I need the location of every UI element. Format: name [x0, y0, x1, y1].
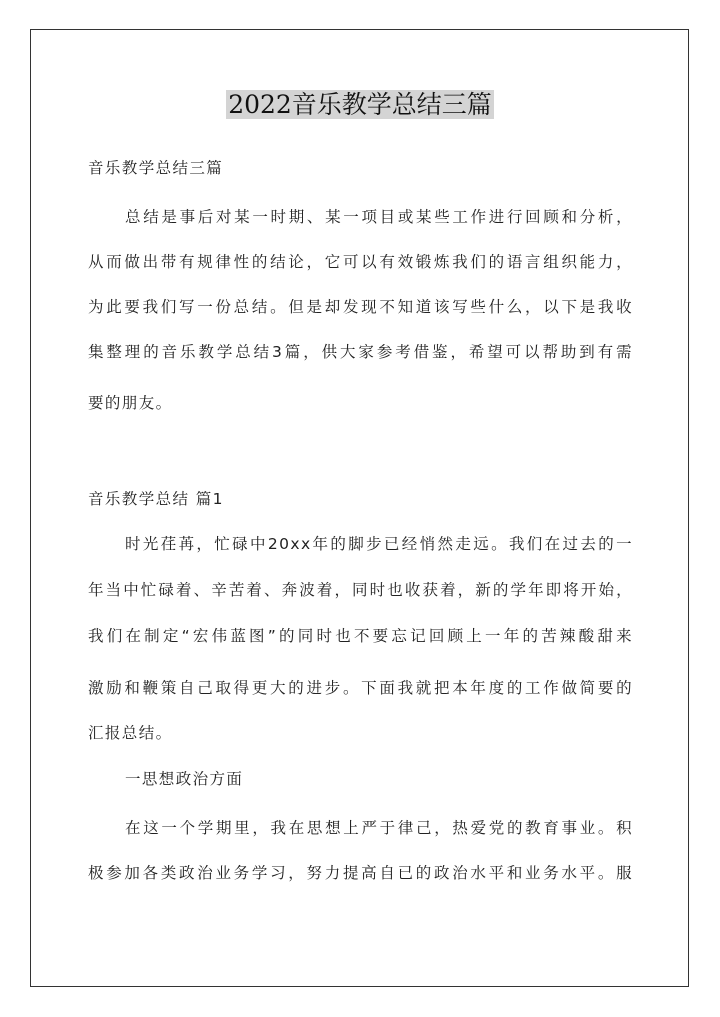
subsection-heading: 一思想政治方面	[125, 770, 244, 788]
intro-line-3: 为此要我们写一份总结。但是却发现不知道该写些什么，以下是我收	[88, 298, 633, 316]
intro-line-4: 集整理的音乐教学总结3篇，供大家参考借鉴，希望可以帮助到有需	[88, 343, 633, 361]
document-subtitle: 音乐教学总结三篇	[88, 159, 224, 177]
section-heading: 音乐教学总结 篇1	[88, 490, 224, 508]
section-line-1: 时光荏苒，忙碌中20xx年的脚步已经悄然走远。我们在过去的一	[125, 535, 633, 553]
subsection-line-1: 在这一个学期里，我在思想上严于律己，热爱党的教育事业。积	[125, 819, 633, 837]
document-title-text: 2022音乐教学总结三篇	[228, 90, 492, 119]
intro-line-2: 从而做出带有规律性的结论，它可以有效锻炼我们的语言组织能力，	[88, 253, 633, 271]
intro-line-1: 总结是事后对某一时期、某一项目或某些工作进行回顾和分析，	[125, 208, 633, 226]
section-line-2: 年当中忙碌着、辛苦着、奔波着，同时也收获着，新的学年即将开始，	[88, 581, 633, 599]
document-title	[0, 86, 720, 124]
intro-line-5: 要的朋友。	[88, 394, 173, 412]
section-line-5: 汇报总结。	[88, 724, 173, 742]
section-line-3: 我们在制定“宏伟蓝图”的同时也不要忘记回顾上一年的苦辣酸甜来	[88, 627, 633, 645]
subsection-line-2: 极参加各类政治业务学习，努力提高自已的政治水平和业务水平。服	[88, 864, 633, 882]
section-line-4: 激励和鞭策自己取得更大的进步。下面我就把本年度的工作做简要的	[88, 679, 633, 697]
